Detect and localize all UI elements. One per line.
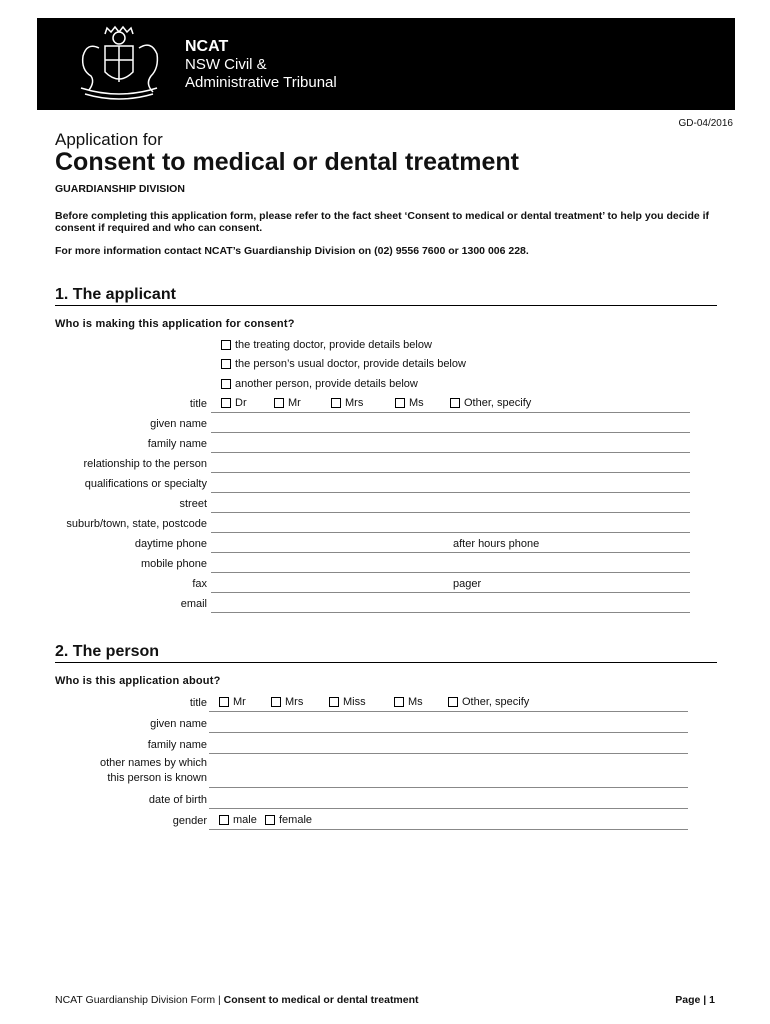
option-treating-doctor[interactable] [221, 339, 432, 351]
option-label: Mr [288, 397, 301, 409]
dob-label: date of birth [148, 794, 207, 806]
option-another-person[interactable] [221, 378, 418, 390]
option-label: Mr [233, 696, 246, 708]
checkbox[interactable] [274, 398, 284, 408]
person-title-miss[interactable] [329, 696, 366, 708]
header-banner [37, 18, 735, 110]
option-label: male [233, 814, 257, 826]
nsw-coat-of-arms-logo [69, 24, 169, 104]
other-names-label [55, 756, 207, 786]
dob-field[interactable] [209, 808, 688, 809]
section2-question: Who is this application about? [55, 675, 221, 687]
division-label: GUARDIANSHIP DIVISION [55, 183, 185, 195]
after-hours-phone-label: after hours phone [453, 538, 540, 550]
person-family-name-field[interactable] [209, 753, 688, 754]
person-title-label: title [189, 697, 207, 709]
family-name-field[interactable] [211, 452, 690, 453]
gender-option-female[interactable] [265, 814, 312, 826]
section2-title: 2. The person [55, 643, 160, 660]
person-family-name-label: family name [147, 739, 207, 751]
option-label: Mrs [345, 397, 364, 409]
checkbox[interactable] [219, 815, 229, 825]
person-given-name-field[interactable] [209, 732, 688, 733]
person-title-mrs[interactable] [271, 696, 303, 708]
footer-form-title: Consent to medical or dental treatment [223, 994, 419, 1006]
other-names-line2: this person is known [107, 772, 207, 784]
checkbox[interactable] [221, 379, 231, 389]
other-names-field[interactable] [209, 787, 688, 788]
relationship-field[interactable] [211, 472, 690, 473]
checkbox[interactable] [221, 340, 231, 350]
checkbox[interactable] [221, 398, 231, 408]
org-name-line2: NSW Civil & [185, 56, 267, 73]
family-name-label: family name [147, 438, 207, 450]
option-label: Other, specify [464, 397, 532, 409]
pre-title: Application for [55, 130, 163, 149]
option-label: the treating doctor, provide details below [235, 339, 432, 351]
given-name-label: given name [150, 418, 207, 430]
option-label: the person’s usual doctor, provide details below [235, 358, 466, 370]
qualifications-field[interactable] [211, 492, 690, 493]
checkbox[interactable] [271, 697, 281, 707]
checkbox[interactable] [450, 398, 460, 408]
page-number: Page | 1 [675, 994, 715, 1006]
option-label: another person, provide details below [235, 378, 418, 390]
section2-divider [55, 662, 717, 663]
checkbox[interactable] [219, 697, 229, 707]
intro-paragraph: Before completing this application form, please refer to the fact sheet ‘Consent to medical or dental treatment’ to help you decide if consent if required and who can consent. [55, 210, 710, 234]
fax-pager-field[interactable] [211, 592, 690, 593]
footer-prefix: NCAT Guardianship Division Form | [55, 994, 224, 1006]
person-title-ms[interactable] [394, 696, 423, 708]
option-label: Ms [408, 696, 423, 708]
option-label: female [279, 814, 313, 826]
option-usual-doctor[interactable] [221, 358, 466, 370]
suburb-label: suburb/town, state, postcode [66, 518, 207, 530]
checkbox[interactable] [448, 697, 458, 707]
checkbox[interactable] [394, 697, 404, 707]
checkbox[interactable] [395, 398, 405, 408]
option-label: Ms [409, 397, 424, 409]
phone-field[interactable] [211, 552, 690, 553]
mobile-phone-label: mobile phone [140, 558, 207, 570]
contact-paragraph: For more information contact NCAT’s Guardianship Division on (02) 9556 7600 or 1300 006 228. [55, 245, 529, 257]
checkbox[interactable] [265, 815, 275, 825]
org-name-line1: NCAT [185, 38, 229, 55]
checkbox[interactable] [331, 398, 341, 408]
mobile-phone-field[interactable] [211, 572, 690, 573]
person-given-name-label: given name [150, 718, 207, 730]
title-option-ms[interactable] [395, 397, 424, 409]
title-other-line[interactable] [211, 412, 690, 413]
applicant-title-label: title [189, 398, 207, 410]
title-option-dr[interactable] [221, 397, 247, 409]
organisation-name [185, 38, 337, 92]
street-field[interactable] [211, 512, 690, 513]
gender-option-male[interactable] [219, 814, 257, 826]
person-title-other[interactable] [448, 696, 529, 708]
option-label: Mrs [285, 696, 304, 708]
person-title-mr[interactable] [219, 696, 246, 708]
title-option-other[interactable] [450, 397, 531, 409]
title-option-mr[interactable] [274, 397, 301, 409]
section1-title: 1. The applicant [55, 286, 176, 303]
title-option-mrs[interactable] [331, 397, 363, 409]
qualifications-label: qualifications or specialty [84, 478, 207, 490]
relationship-label: relationship to the person [83, 458, 207, 470]
section1-question: Who is making this application for consent? [55, 318, 295, 330]
daytime-phone-label: daytime phone [134, 538, 207, 550]
footer-form-name [55, 994, 419, 1006]
gender-field-line [209, 829, 688, 830]
email-field[interactable] [211, 612, 690, 613]
person-title-other-line[interactable] [209, 711, 688, 712]
fax-label: fax [192, 578, 207, 590]
pager-label: pager [453, 578, 482, 590]
option-label: Other, specify [462, 696, 530, 708]
given-name-field[interactable] [211, 432, 690, 433]
option-label: Miss [343, 696, 366, 708]
section1-divider [55, 305, 717, 306]
email-label: email [180, 598, 207, 610]
checkbox[interactable] [221, 359, 231, 369]
checkbox[interactable] [329, 697, 339, 707]
other-names-line1: other names by which [100, 757, 207, 769]
suburb-field[interactable] [211, 532, 690, 533]
form-code: GD-04/2016 [678, 118, 733, 129]
page-title: Consent to medical or dental treatment [55, 148, 519, 176]
option-label: Dr [235, 397, 247, 409]
street-label: street [179, 498, 207, 510]
gender-label: gender [172, 815, 207, 827]
org-name-line3: Administrative Tribunal [185, 74, 337, 91]
